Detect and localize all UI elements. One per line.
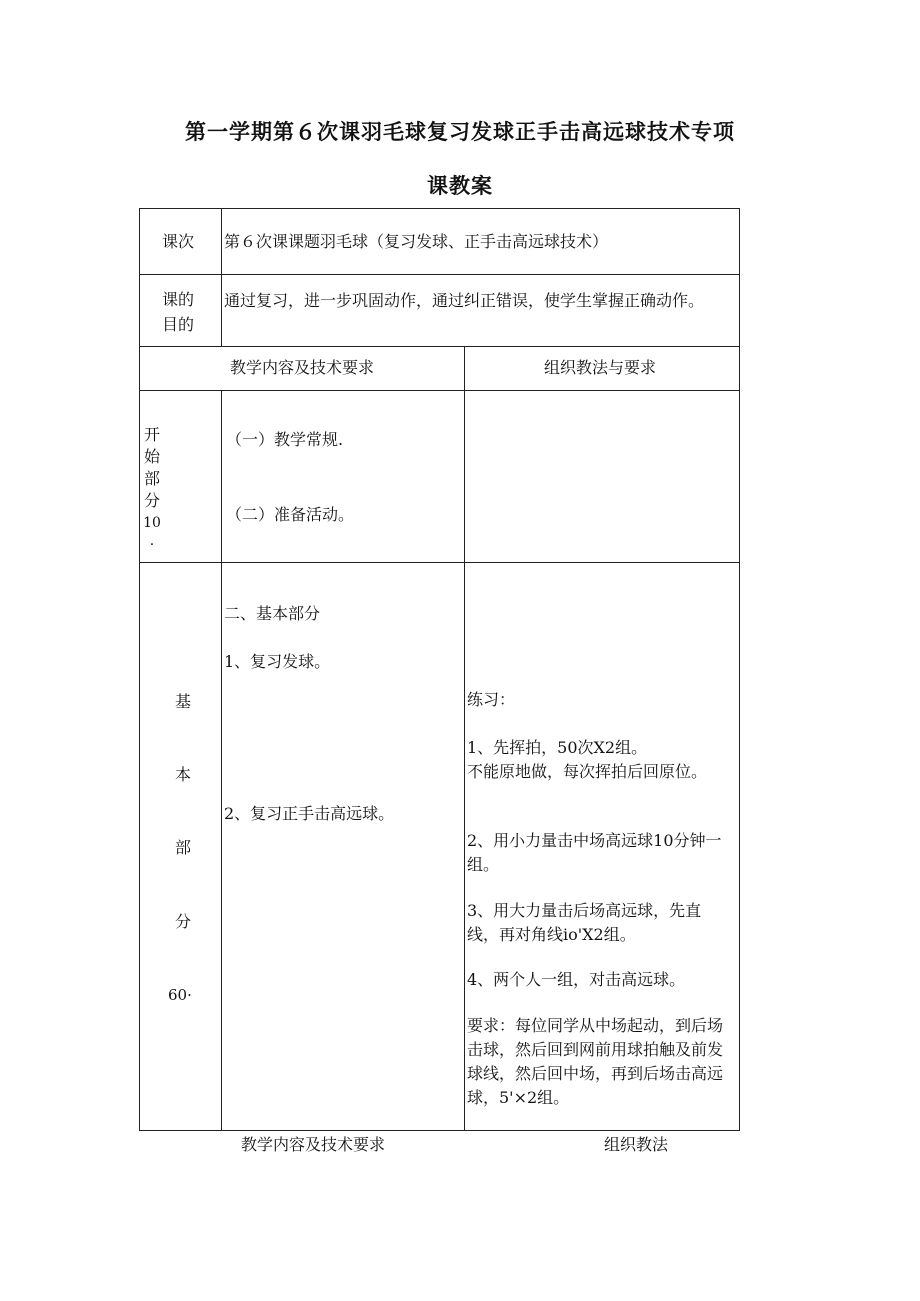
start-section-label xyxy=(141,424,163,556)
practice-step-1-note: 不能原地做，每次挥拍后回原位。 xyxy=(467,762,708,781)
purpose-label-line-2: 目的 xyxy=(162,315,195,334)
table-border-top xyxy=(139,208,740,209)
basic-label-char: 本 xyxy=(175,765,192,784)
table-border-left xyxy=(139,208,140,1131)
lesson-topic: 第６次课课题羽毛球（复习发球、正手击高远球技术） xyxy=(224,232,609,251)
start-label-char: 开 xyxy=(143,425,160,444)
practice-step-2: 2、用小力量击中场高远球10分钟一组。 xyxy=(467,831,722,874)
basic-label-char: 部 xyxy=(175,838,192,857)
start-label-duration: 10· xyxy=(143,515,161,553)
practice-requirement: 要求：每位同学从中场起动，到后场击球，然后回到网前用球拍触及前发球线，然后回中场，再到后场击高远球，5'×2组。 xyxy=(467,1016,724,1107)
table-row-divider xyxy=(139,562,740,563)
start-label-char: 始 xyxy=(143,447,160,466)
table-row-divider xyxy=(139,274,740,275)
table-method-column-divider xyxy=(464,346,465,1131)
basic-label-duration: 60· xyxy=(168,986,192,1004)
practice-step-1: 1、先挥拍，50次X2组。 xyxy=(467,738,648,757)
content-column-header: 教学内容及技术要求 xyxy=(229,358,374,377)
practice-step-4: 4、两个人一组，对击高远球。 xyxy=(467,970,686,989)
practice-label: 练习： xyxy=(467,690,516,709)
footer-method-label: 组织教法 xyxy=(604,1135,669,1154)
start-item-routine: （一）教学常规. xyxy=(226,430,344,449)
basic-item-serve: 1、复习发球。 xyxy=(224,652,331,671)
document-title-line-2: 课教案 xyxy=(427,174,493,198)
basic-section-heading: 二、基本部分 xyxy=(224,604,321,623)
document-title-line-1: 第一学期第６次课羽毛球复习发球正手击高远球技术专项 xyxy=(185,120,735,144)
lesson-label: 课次 xyxy=(162,232,195,251)
table-label-column-divider xyxy=(221,390,222,1131)
start-label-char: 分 xyxy=(143,491,160,510)
purpose-label-line-1: 课的 xyxy=(162,290,195,309)
basic-label-char: 基 xyxy=(175,692,192,711)
footer-content-label: 教学内容及技术要求 xyxy=(241,1135,386,1154)
table-row-divider xyxy=(139,390,740,391)
table-border-right xyxy=(739,208,740,1131)
start-item-warmup: （二）准备活动。 xyxy=(226,505,355,524)
start-label-char: 部 xyxy=(143,469,160,488)
purpose-text: 通过复习，进一步巩固动作，通过纠正错误，使学生掌握正确动作。 xyxy=(224,291,705,310)
table-label-column-divider xyxy=(221,208,222,346)
basic-label-char: 分 xyxy=(175,912,192,931)
table-row-divider xyxy=(139,346,740,347)
practice-step-3: 3、用大力量击后场高远球，先直线，再对角线io'X2组。 xyxy=(467,901,702,944)
method-column-header: 组织教法与要求 xyxy=(543,358,656,377)
table-border-bottom xyxy=(139,1130,740,1131)
basic-item-high-clear: 2、复习正手击高远球。 xyxy=(224,804,395,823)
